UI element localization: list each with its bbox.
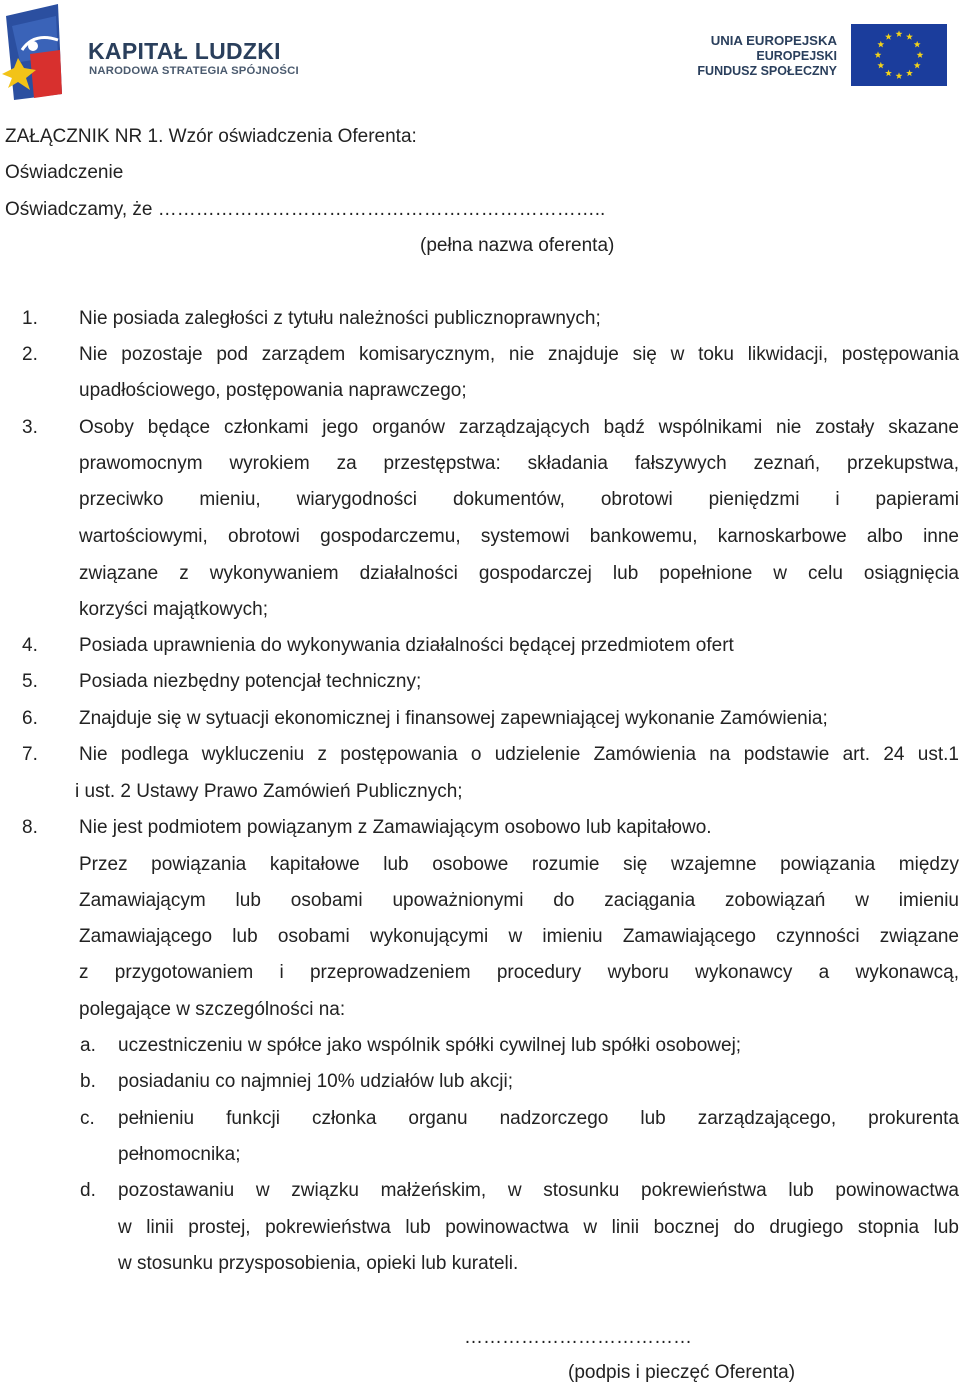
explanation-line-1: Przez powiązania kapitałowe lub osobowe rozumie się wzajemne powiązania między [79,854,959,875]
explanation-line-3: Zamawiającego lub osobami wykonującymi w imieniu Zamawiającego czynności związane [79,926,959,947]
subitem-d-line-2: w linii prostej, pokrewieństwa lub powinowactwa w linii bocznej do drugiego stopnia lub [118,1217,959,1238]
item-5-line-1: Posiada niezbędny potencjał techniczny; [79,671,422,692]
kapital-ludzki-subtitle: NARODOWA STRATEGIA SPÓJNOŚCI [89,65,299,77]
eu-logo [697,22,955,92]
kapital-ludzki-emblem-icon [0,2,70,102]
explanation-line-2: Zamawiającym lub osobami upoważnionymi do zaciągania zobowiązań w imieniu [79,890,959,911]
item-3-line-3: przeciwko mieniu, wiarygodności dokumentów, obrotowi pieniędzmi i papierami [79,489,959,510]
item-7-line-1: Nie podlega wykluczeniu z postępowania o udzielenie Zamówienia na podstawie art. 24 ust.1 [79,744,959,765]
item-5-number: 5. [22,671,38,692]
eu-logo-line-2: EUROPEJSKI [756,48,837,63]
subitem-d-letter: d. [80,1180,96,1201]
item-3-line-2: prawomocnym wyrokiem za przestępstwa: składania fałszywych zeznań, przekupstwa, [79,453,959,474]
explanation-line-4: z przygotowaniem i przeprowadzeniem procedury wyboru wykonawcy a wykonawcą, [79,962,959,983]
eu-logo-line-1: UNIA EUROPEJSKA [710,33,837,48]
explanation-line-5: polegające w szczególności na: [79,999,346,1020]
item-7-number: 7. [22,744,38,765]
item-7-line-2: i ust. 2 Ustawy Prawo Zamówień Publicznych; [75,781,463,802]
full-name-hint: (pełna nazwa oferenta) [420,235,615,256]
eu-logo-line-3: FUNDUSZ SPOŁECZNY [697,64,837,78]
item-3-line-1: Osoby będące członkami jego organów zarządzających bądź wspólnikami nie zostały skazane [79,417,959,438]
we-declare-line: Oświadczamy, że …………………………………………………………….. [5,199,606,220]
subitem-b-line-1: posiadaniu co najmniej 10% udziałów lub akcji; [118,1071,514,1092]
item-3-line-4: wartościowymi, obrotowi gospodarczemu, systemowi bankowemu, karnoskarbowe albo inne [79,526,959,547]
item-1-line-1: Nie posiada zaległości z tytułu należności publicznoprawnych; [79,308,601,329]
subitem-a-line-1: uczestniczeniu w spółce jako wspólnik spółki cywilnej lub spółki osobowej; [118,1035,742,1056]
item-4-line-1: Posiada uprawnienia do wykonywania działalności będącej przedmiotem ofert [79,635,734,656]
signature-hint: (podpis i pieczęć Oferenta) [568,1362,796,1383]
item-8-line-1: Nie jest podmiotem powiązanym z Zamawiającym osobowo lub kapitałowo. [79,817,712,838]
item-3-line-5: związane z wykonywaniem działalności gospodarczej lub popełnione w celu osiągnięcia [79,563,959,584]
statement-title: Oświadczenie [5,162,124,183]
item-6-line-1: Znajduje się w sytuacji ekonomicznej i finansowej zapewniającej wykonanie Zamówienia; [79,708,828,729]
subitem-c-line-1: pełnieniu funkcji członka organu nadzorczego lub zarządzającego, prokurenta [118,1108,959,1129]
kapital-ludzki-logo [0,2,330,102]
subitem-a-letter: a. [80,1035,96,1056]
item-2-line-1: Nie pozostaje pod zarządem komisarycznym, nie znajduje się w toku likwidacji, postępowania [79,344,959,365]
subitem-b-letter: b. [80,1071,96,1092]
item-6-number: 6. [22,708,38,729]
item-2-number: 2. [22,344,38,365]
kapital-ludzki-title: KAPITAŁ LUDZKI [88,38,281,64]
subitem-d-line-1: pozostawaniu w związku małżeńskim, w stosunku pokrewieństwa lub powinowactwa [118,1180,959,1201]
item-3-line-6: korzyści majątkowych; [79,599,268,620]
item-3-number: 3. [22,417,38,438]
item-4-number: 4. [22,635,38,656]
signature-dots: ……………………………… [464,1327,692,1348]
item-8-number: 8. [22,817,38,838]
subitem-c-letter: c. [80,1108,95,1129]
eu-logo-text [697,33,837,80]
subitem-d-line-3: w stosunku przysposobienia, opieki lub kurateli. [118,1253,519,1274]
eu-flag-icon [851,24,947,86]
item-1-number: 1. [22,308,38,329]
item-2-line-2: upadłościowego, postępowania naprawczego; [79,380,467,401]
attachment-title: ZAŁĄCZNIK NR 1. Wzór oświadczenia Oferenta: [5,126,417,147]
subitem-c-line-2: pełnomocnika; [118,1144,241,1165]
